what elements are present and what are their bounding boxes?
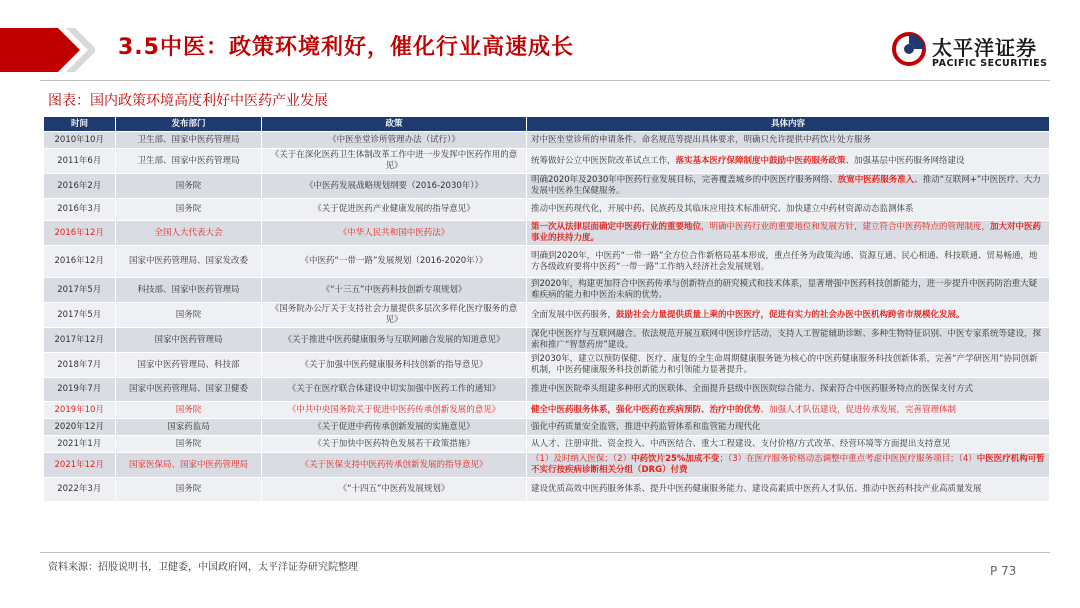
cell-time: 2021年1月 bbox=[44, 436, 116, 453]
content-segment: 健全中医药服务体系，强化中医药在疾病预防、治疗中的优势 bbox=[531, 404, 761, 415]
table-row bbox=[44, 246, 1050, 278]
cell-time: 2016年2月 bbox=[44, 174, 116, 199]
cell-department: 国家药监局 bbox=[116, 419, 262, 436]
table-row bbox=[44, 436, 1050, 453]
cell-policy: 《中华人民共和国中医药法》 bbox=[262, 221, 527, 246]
content-segment: 落实基本医疗保障制度中鼓励中医药服务政策 bbox=[675, 155, 846, 166]
table-row bbox=[44, 278, 1050, 303]
cell-time: 2017年5月 bbox=[44, 278, 116, 303]
cell-department: 卫生部、国家中医药管理局 bbox=[116, 132, 262, 149]
cell-department: 国务院 bbox=[116, 402, 262, 419]
header-content: 具体内容 bbox=[527, 117, 1050, 132]
content-segment: 加大对中医药事业的扶持力度。 bbox=[531, 222, 1042, 243]
source-note: 资料来源：招股说明书，卫健委，中国政府网，太平洋证券研究院整理 bbox=[48, 562, 358, 573]
cell-department: 卫生部、国家中医药管理局 bbox=[116, 149, 262, 174]
cell-content bbox=[527, 419, 1050, 436]
company-logo bbox=[892, 30, 1062, 76]
table-row bbox=[44, 199, 1050, 221]
cell-department: 科技部、国家中医药管理局 bbox=[116, 278, 262, 303]
cell-time: 2019年7月 bbox=[44, 378, 116, 402]
header-divider bbox=[40, 80, 1050, 81]
content-segment: ，明确中医药行业的重要地位和发展方针，建立符合中医药特点的管理制度， bbox=[701, 222, 991, 232]
content-segment: 明确2020年及2030年中医药行业发展目标，完善覆盖城乡的中医医疗服务网络、 bbox=[531, 175, 838, 185]
footer-divider bbox=[40, 552, 1050, 553]
cell-department: 国务院 bbox=[116, 174, 262, 199]
content-segment: 全面发展中医药服务， bbox=[531, 309, 617, 320]
cell-time: 2022年3月 bbox=[44, 478, 116, 502]
content-segment: ；（3）在医疗服务价格动态调整中重点考虑中医医疗服务项目；（4） bbox=[719, 454, 977, 464]
cell-policy: 《“十三五”中医药科技创新专项规划》 bbox=[262, 278, 527, 303]
content-segment: 、推动“互联网+”中医医疗、大力发展中医养生保健服务。 bbox=[531, 175, 1041, 196]
header-department: 发布部门 bbox=[116, 117, 262, 132]
content-segment: 推进中医医院牵头组建多种形式的医联体、全面提升县级中医医院综合能力、探索符合中医药服务特点的医保支付方式 bbox=[531, 384, 974, 394]
content-segment: 到2030年，建立以预防保健、医疗、康复的全生命周期健康服务链为核心的中医药健康服务科技创新体系，完善“产学研医用”协同创新机制，中医药健康服务科技创新能力和引领能力显著提升。 bbox=[531, 354, 1038, 375]
page-title: 3.5中医：政策环境利好，催化行业高速成长 bbox=[118, 35, 574, 60]
cell-time: 2010年10月 bbox=[44, 132, 116, 149]
cell-department: 国务院 bbox=[116, 199, 262, 221]
cell-time: 2016年12月 bbox=[44, 221, 116, 246]
cell-content bbox=[527, 303, 1050, 328]
table-row bbox=[44, 402, 1050, 419]
content-segment: 推动中医药现代化，开展中药、民族药及其临床应用技术标准研究、加快建立中药材资源动态监测体系 bbox=[531, 204, 914, 214]
cell-time: 2018年7月 bbox=[44, 353, 116, 378]
cell-policy: 《关于在医疗联合体建设中切实加强中医药工作的通知》 bbox=[262, 378, 527, 402]
cell-department: 国务院 bbox=[116, 436, 262, 453]
content-segment: 中医医疗机构可暂不实行按疾病诊断相关分组（DRG）付费 bbox=[531, 454, 1045, 475]
table-row bbox=[44, 353, 1050, 378]
cell-department: 国务院 bbox=[116, 303, 262, 328]
table-row bbox=[44, 303, 1050, 328]
table-row bbox=[44, 221, 1050, 246]
table-header-row bbox=[44, 117, 1050, 132]
content-segment: 到2020年，构建更加符合中医药传承与创新特点的研究模式和技术体系，显著增强中医药科技创新能力，进一步提升中医药防治重大疑难疾病的能力和中医治未病的优势。 bbox=[531, 279, 1038, 300]
content-segment: 对中医坐堂诊所的申请条件、命名规范等提出具体要求，明确只允许提供中药饮片处方服务 bbox=[531, 134, 872, 145]
table-row bbox=[44, 378, 1050, 402]
cell-policy: 《关于促进医药产业健康发展的指导意见》 bbox=[262, 199, 527, 221]
cell-time: 2017年5月 bbox=[44, 303, 116, 328]
cell-time: 2019年10月 bbox=[44, 402, 116, 419]
content-segment: 统筹做好公立中医医院改革试点工作， bbox=[531, 155, 676, 166]
content-segment: 深化中医医疗与互联网融合。依法规范开展互联网中医诊疗活动，支持人工智能辅助诊断、多种生物特征识别、中医专家系统等建设，探索和推广“智慧药房”建设。 bbox=[531, 329, 1042, 350]
cell-department: 国家医保局、国家中医药管理局 bbox=[116, 453, 262, 478]
cell-content bbox=[527, 132, 1050, 149]
cell-time: 2017年12月 bbox=[44, 328, 116, 353]
table-row bbox=[44, 453, 1050, 478]
cell-policy: 《关于加强中医药健康服务科技创新的指导意见》 bbox=[262, 353, 527, 378]
cell-policy: 《关于加快中医药特色发展若干政策措施》 bbox=[262, 436, 527, 453]
content-segment: 明确到2020年，中医药“一带一路”全方位合作新格局基本形成，重点任务为政策沟通、资源互通、民心相通、科技联通、贸易畅通，地方各级政府要将中医药“一带一路”工作纳入经济社会发展规划。 bbox=[531, 250, 1038, 272]
cell-content bbox=[527, 246, 1050, 278]
cell-content bbox=[527, 378, 1050, 402]
cell-content bbox=[527, 149, 1050, 174]
content-segment: （1）及时纳入医保；（2） bbox=[531, 454, 632, 464]
content-segment: 中药饮片25%加成不变 bbox=[631, 454, 720, 464]
cell-content bbox=[527, 402, 1050, 419]
cell-time: 2016年12月 bbox=[44, 246, 116, 278]
cell-content bbox=[527, 278, 1050, 303]
cell-content bbox=[527, 199, 1050, 221]
logo-english-name: PACIFIC SECURITIES bbox=[932, 58, 1048, 69]
cell-department: 国务院 bbox=[116, 478, 262, 502]
content-segment: 第一次从法律层面确定中医药行业的重要地位 bbox=[531, 222, 702, 232]
cell-content bbox=[527, 353, 1050, 378]
cell-time: 2021年12月 bbox=[44, 453, 116, 478]
table-row bbox=[44, 419, 1050, 436]
cell-department: 全国人大代表大会 bbox=[116, 221, 262, 246]
cell-department: 国家中医药管理局 bbox=[116, 328, 262, 353]
cell-policy: 《中医坐堂诊所管理办法（试行）》 bbox=[262, 132, 527, 149]
cell-department: 国家中医药管理局、科技部 bbox=[116, 353, 262, 378]
cell-policy: 《关于推进中医药健康服务与互联网融合发展的知道意见》 bbox=[262, 328, 527, 353]
table-row bbox=[44, 174, 1050, 199]
table-body bbox=[44, 132, 1050, 502]
cell-content bbox=[527, 436, 1050, 453]
cell-time: 2016年3月 bbox=[44, 199, 116, 221]
table-row bbox=[44, 328, 1050, 353]
figure-caption: 图表：国内政策环境高度利好中医药产业发展 bbox=[48, 93, 328, 109]
content-segment: 放宽中医药服务准入 bbox=[837, 175, 915, 185]
header-policy: 政策 bbox=[262, 117, 527, 132]
cell-content bbox=[527, 221, 1050, 246]
cell-department: 国家中医药管理局、国家卫健委 bbox=[116, 378, 262, 402]
content-segment: 从人才、注册审批、资金投入、中西医结合、重大工程建设、支付价格/方式改革、经营环境等方面提出支持意见 bbox=[531, 438, 951, 449]
content-segment: 建设优质高效中医药服务体系、提升中医药健康服务能力、建设高素质中医药人才队伍、推动中医药科技产业高质量发展 bbox=[531, 484, 982, 494]
cell-policy: 《中医药发展战略规划纲要（2016-2030年）》 bbox=[262, 174, 527, 199]
pacific-logo-icon bbox=[892, 32, 926, 66]
cell-policy: 《国务院办公厅关于支持社会力量提供多层次多样化医疗服务的意见》 bbox=[262, 303, 527, 328]
table-row bbox=[44, 149, 1050, 174]
cell-time: 2011年6月 bbox=[44, 149, 116, 174]
header-time: 时间 bbox=[44, 117, 116, 132]
logo-chinese-name: 太平洋证券 bbox=[932, 36, 1037, 60]
cell-policy: 《关于促进中药传承创新发展的实施意见》 bbox=[262, 419, 527, 436]
cell-content bbox=[527, 453, 1050, 478]
cell-time: 2020年12月 bbox=[44, 419, 116, 436]
table-row bbox=[44, 132, 1050, 149]
page-number: P 73 bbox=[990, 564, 1017, 578]
content-segment: 、加强人才队伍建设，促进传承发展，完善管理体制 bbox=[760, 404, 957, 415]
cell-content bbox=[527, 478, 1050, 502]
content-segment: 、加强基层中医药服务网络建设 bbox=[845, 155, 965, 166]
cell-policy: 《关于医保支持中医药传承创新发展的指导意见》 bbox=[262, 453, 527, 478]
policy-table bbox=[43, 116, 1050, 502]
cell-department: 国家中医药管理局、国家发改委 bbox=[116, 246, 262, 278]
cell-policy: 《“十四五”中医药发展规划》 bbox=[262, 478, 527, 502]
cell-content bbox=[527, 174, 1050, 199]
table-row bbox=[44, 478, 1050, 502]
header-arrow-decoration bbox=[0, 28, 95, 72]
cell-policy: 《关于在深化医药卫生体制改革工作中进一步发挥中医药作用的意见》 bbox=[262, 149, 527, 174]
cell-policy: 《中共中央国务院关于促进中医药传承创新发展的意见》 bbox=[262, 402, 527, 419]
cell-content bbox=[527, 328, 1050, 353]
content-segment: 鼓励社会力量提供质量上乘的中医医疗，促进有实力的社会办医中医机构跨省市规模化发展。 bbox=[616, 309, 965, 320]
cell-policy: 《中医药“一带一路”发展规划（2016-2020年）》 bbox=[262, 246, 527, 278]
content-segment: 强化中药质量安全监管，推进中药监管体系和监管能力现代化 bbox=[531, 421, 761, 432]
